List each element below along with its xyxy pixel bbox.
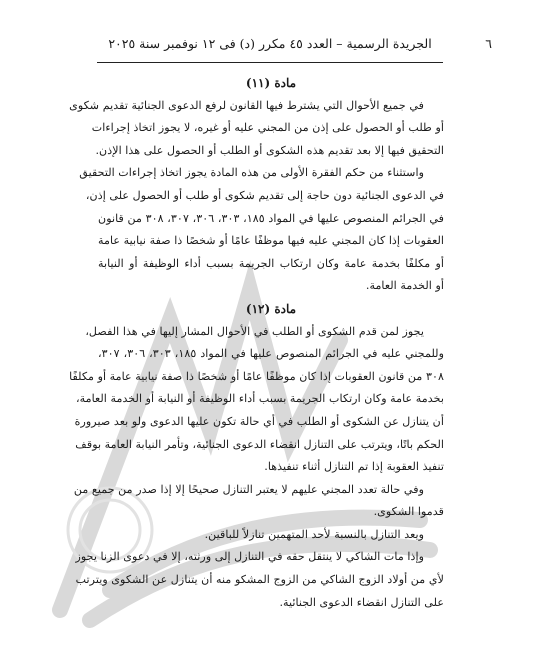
text-line: تنفيذ العقوبة إذا تم التنازل أثناء تنفيذها. xyxy=(264,460,444,474)
text-line: وللمجني عليه في الجرائم المنصوص عليها في المواد ١٨٥، ٣٠٣، ٣٠٦، ٣٠٧، xyxy=(98,347,444,361)
text-line: أو الخدمة العامة. xyxy=(365,279,444,293)
text-line: ويعد التنازل بالنسبة لأحد المتهمين تنازلاً للباقين. xyxy=(204,527,424,541)
text-line: العقوبات إذا كان المجني عليه فيها موظفًا عامًا أو شخصًا ذا صفة نيابية عامة xyxy=(98,234,444,248)
text-line: وإذا مات الشاكي لا ينتقل حقه في التنازل إلى ورثته، إلا في دعوى الزنا يجوز xyxy=(75,550,424,564)
article-12-paragraph-2 xyxy=(73,479,444,524)
page-header xyxy=(96,36,492,56)
article-12-paragraph-3 xyxy=(98,524,444,547)
article-11-heading: مادة (١١) xyxy=(245,76,297,90)
article-12-paragraph-1 xyxy=(69,321,444,479)
text-line: ٣٠٨ من قانون العقوبات إذا كان موظفًا عامًا أو شخصًا ذا صفة نيابية عامة أو مكلفًا xyxy=(69,369,444,383)
text-line: التحقيق فيها إلا بعد تقديم هذه الشكوى أو الطلب أو الحصول على هذا الإذن. xyxy=(95,143,444,157)
text-line: قدموا الشكوى. xyxy=(373,505,444,519)
text-line: يجوز لمن قدم الشكوى أو الطلب في الأحوال المشار إليها في هذا الفصل، xyxy=(85,324,424,338)
text-line: بخدمة عامة وكان ارتكاب الجريمة بسبب أداء الوظيفة أو النيابة أو الخدمة العامة، xyxy=(75,392,444,406)
header-divider xyxy=(97,62,443,63)
page-number: ٦ xyxy=(485,36,492,51)
document-body xyxy=(69,72,445,614)
text-line: وفي حالة تعدد المجني عليهم لا يعتبر التنازل صحيحًا إلا إذا صدر من جميع من xyxy=(73,482,424,496)
article-11-paragraph-1 xyxy=(69,95,444,163)
article-12-paragraph-4 xyxy=(75,546,444,614)
text-line: واستثناء من حكم الفقرة الأولى من هذه المادة يجوز اتخاذ إجراءات التحقيق xyxy=(79,166,424,180)
article-12-heading: مادة (١٢) xyxy=(245,301,297,316)
text-line: أو طلب أو الحصول على إذن من المجني عليه أو غيره، لا يجوز اتخاذ إجراءات xyxy=(91,121,444,135)
text-line: لأي من أولاد الزوج الشاكي من الزوج المشكو منه أن يتنازل عن الشكوى ويترتب xyxy=(75,573,444,587)
text-line: على التنازل انقضاء الدعوى الجنائية. xyxy=(279,595,444,609)
text-line: الحكم باتًا، ويترتب على التنازل انقضاء الدعوى الجنائية، وتأمر النيابة العامة بوقف xyxy=(75,437,444,451)
text-line: في جميع الأحوال التي يشترط فيها القانون لرفع الدعوى الجنائية تقديم شكوى xyxy=(69,98,424,112)
text-line: في الدعوى الجنائية دون حاجة إلى تقديم شكوى أو طلب أو الحصول على إذن، xyxy=(85,188,444,202)
gazette-title: الجريدة الرسمية – العدد ٤٥ مكرر (د) فى ١٢ نوفمبر سنة ٢٠٢٥ xyxy=(108,36,432,51)
article-11-paragraph-2 xyxy=(79,162,445,298)
text-line: أن يتنازل عن الشكوى أو الطلب في أي حالة تكون عليها الدعوى ولو بعد صيرورة xyxy=(74,414,444,428)
text-line: في الجرائم المنصوص عليها في المواد ١٨٥، ٣٠٣، ٣٠٦، ٣٠٧، ٣٠٨ من قانون xyxy=(98,211,445,225)
text-line: أو مكلفًا بخدمة عامة وكان ارتكاب الجريمة بسبب أداء الوظيفة أو النيابة xyxy=(98,256,444,270)
